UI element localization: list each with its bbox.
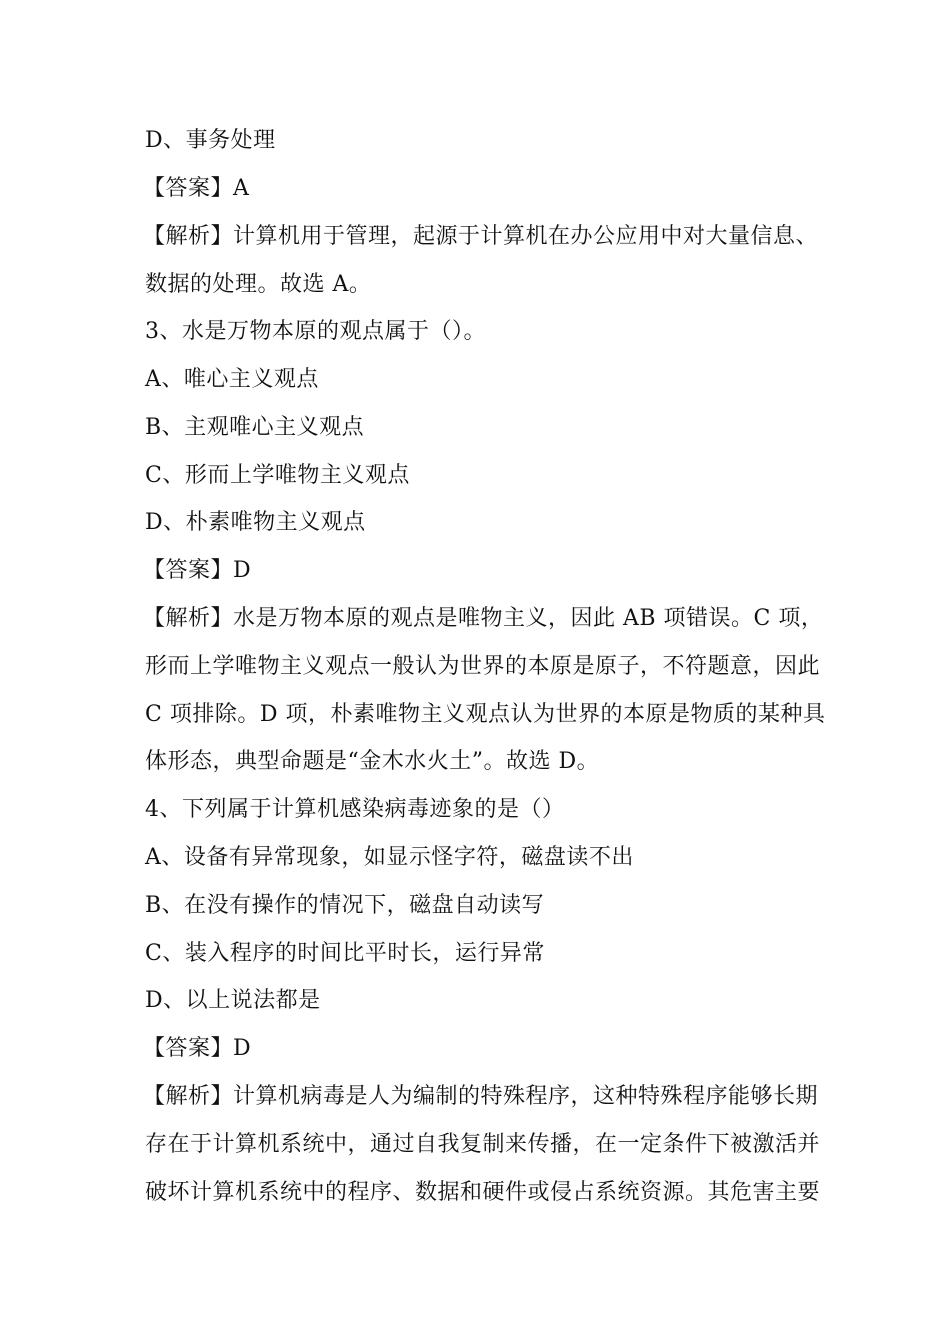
analysis-q4-line2: 存在于计算机系统中，通过自我复制来传播，在一定条件下被激活并 bbox=[145, 1132, 821, 1157]
analysis-q2-line1: 【解析】计算机用于管理，起源于计算机在办公应用中对大量信息、 bbox=[143, 224, 819, 249]
option-a-q4: A、设备有异常现象，如显示怪字符，磁盘读不出 bbox=[145, 845, 634, 870]
option-c-q4: C、装入程序的时间比平时长，运行异常 bbox=[145, 941, 545, 966]
analysis-q4-line3: 破坏计算机系统中的程序、数据和硬件或侵占系统资源。其危害主要 bbox=[145, 1180, 821, 1205]
analysis-q2-line2: 数据的处理。故选 A。 bbox=[145, 272, 372, 297]
option-a-q3: A、唯心主义观点 bbox=[145, 367, 319, 392]
option-b-q4: B、在没有操作的情况下，磁盘自动读写 bbox=[145, 893, 545, 918]
option-d-q3: D、朴素唯物主义观点 bbox=[145, 510, 366, 535]
question-3: 3、水是万物本原的观点属于（）。 bbox=[145, 319, 486, 344]
analysis-q3-line3: C 项排除。D 项，朴素唯物主义观点认为世界的本原是物质的某种具 bbox=[145, 702, 826, 727]
analysis-q3-line4: 体形态，典型命题是“金木水火土”。故选 D。 bbox=[145, 749, 600, 774]
analysis-q4-line1: 【解析】计算机病毒是人为编制的特殊程序，这种特殊程序能够长期 bbox=[143, 1084, 819, 1109]
answer-q2: 【答案】A bbox=[143, 176, 250, 201]
option-b-q3: B、主观唯心主义观点 bbox=[145, 415, 365, 440]
option-d-q2: D、事务处理 bbox=[145, 128, 276, 153]
question-4: 4、下列属于计算机感染病毒迹象的是（） bbox=[145, 797, 565, 822]
option-c-q3: C、形而上学唯物主义观点 bbox=[145, 463, 410, 488]
analysis-q3-line1: 【解析】水是万物本原的观点是唯物主义，因此 AB 项错误。C 项， bbox=[143, 606, 824, 631]
answer-q4: 【答案】D bbox=[143, 1036, 252, 1061]
answer-q3: 【答案】D bbox=[143, 558, 252, 583]
option-d-q4: D、以上说法都是 bbox=[145, 988, 321, 1013]
analysis-q3-line2: 形而上学唯物主义观点一般认为世界的本原是原子，不符题意，因此 bbox=[145, 654, 821, 679]
